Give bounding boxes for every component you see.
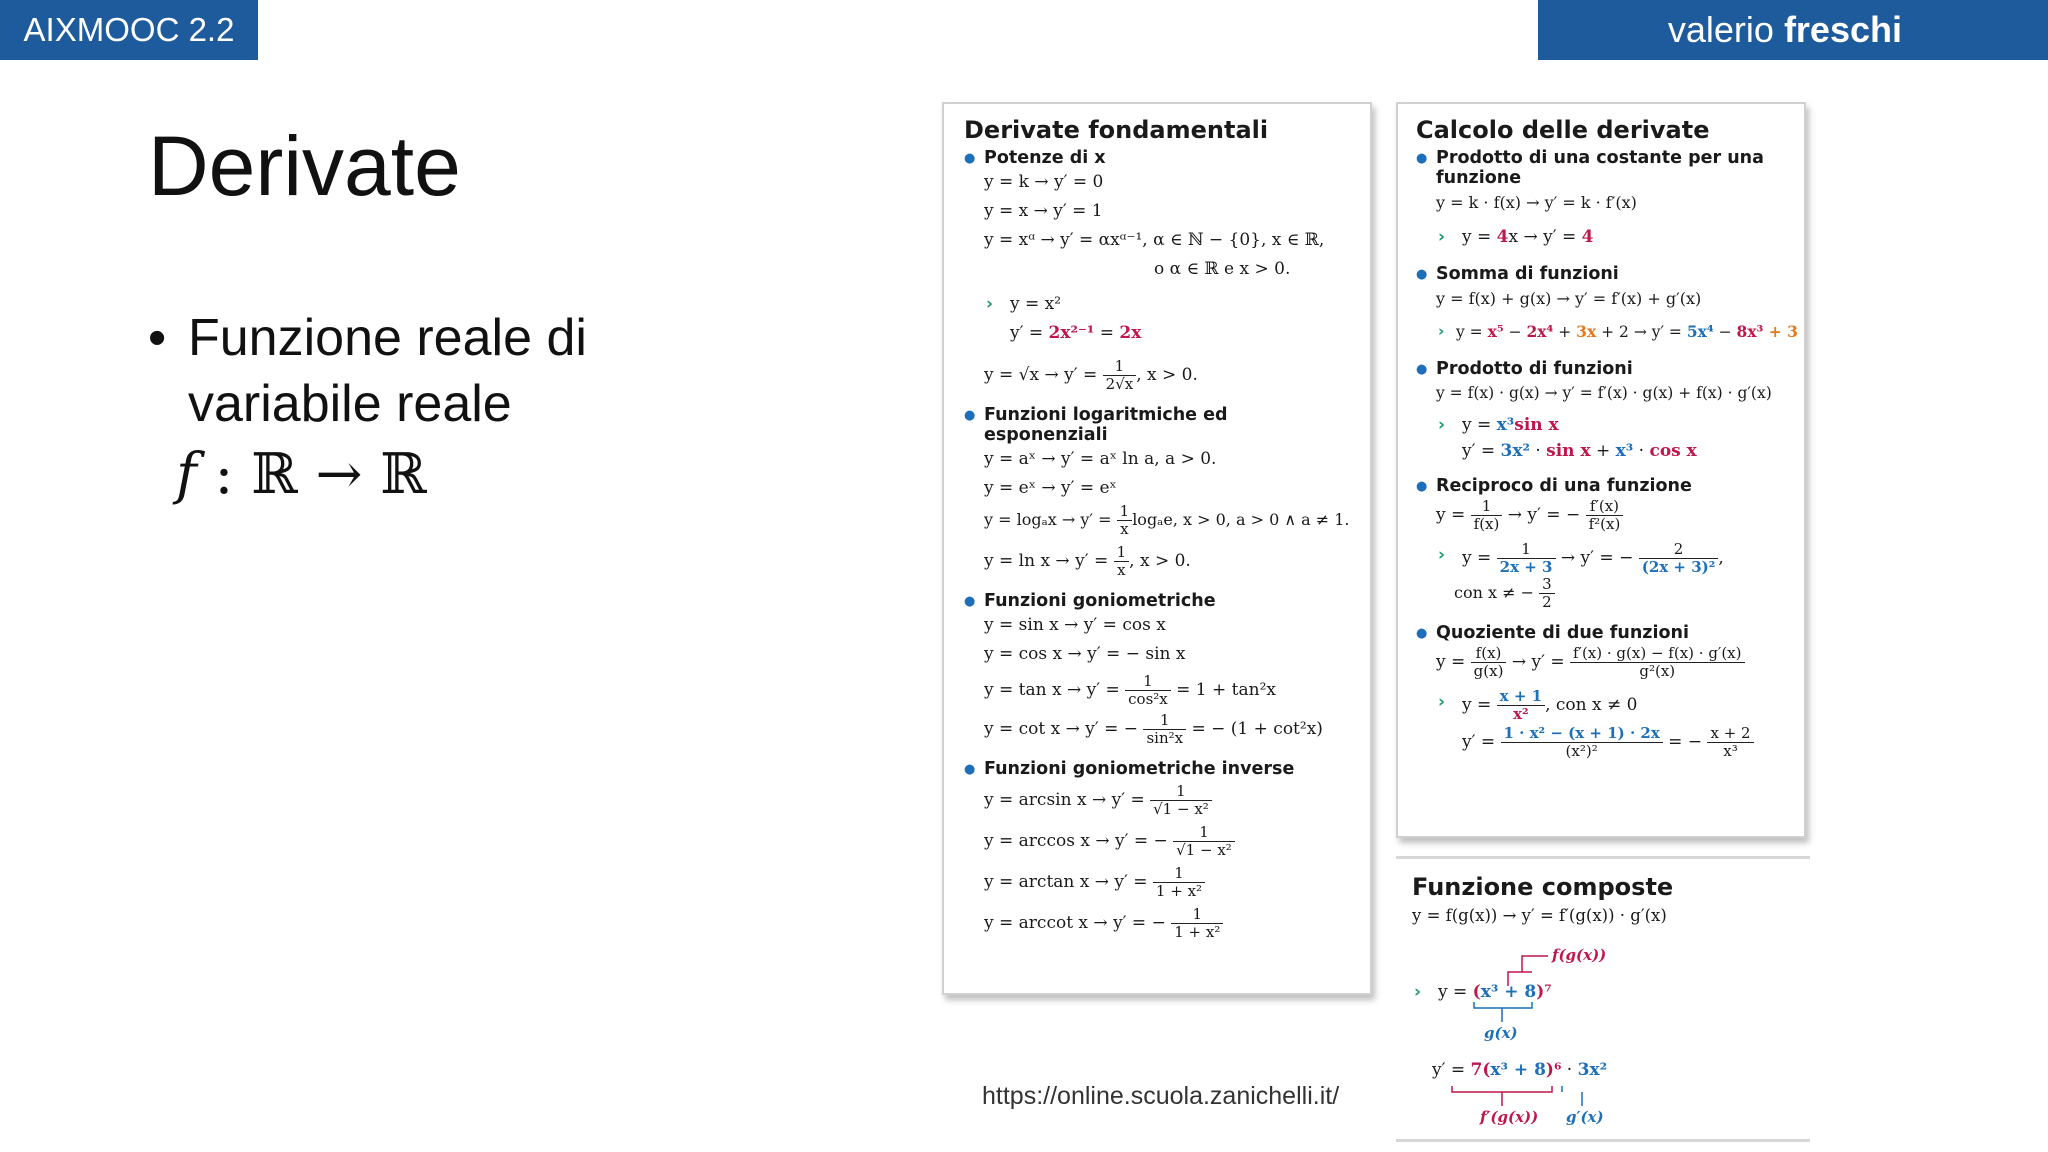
example — [1416, 317, 1798, 347]
denominator: x — [1120, 520, 1129, 538]
example-text: − — [1713, 323, 1737, 341]
fraction — [1117, 503, 1133, 538]
bracket-lines — [1412, 930, 1812, 1130]
fraction — [1497, 688, 1545, 723]
example-arrow-icon: › — [986, 294, 994, 314]
fraction — [1586, 498, 1624, 533]
denominator: 2x + 3 — [1499, 558, 1553, 576]
example-text: x³ — [1496, 415, 1515, 435]
example-text: 2x — [1119, 323, 1142, 343]
course-label-text: AIXMOOC 2.2 — [23, 11, 235, 48]
numerator: f(x) — [1471, 645, 1507, 663]
section-label: ● Prodotto di una costante per una — [1436, 148, 1764, 168]
fraction — [1143, 712, 1186, 747]
formula — [964, 712, 1356, 747]
card-title: Derivate fondamentali — [964, 116, 1269, 144]
example-text: y′ = — [1462, 732, 1501, 752]
example-text: + 3 — [1763, 322, 1798, 341]
example-text: x → y′ = — [1508, 227, 1582, 247]
denominator: 2 — [1542, 593, 1552, 611]
example-text: ( — [1472, 982, 1481, 1002]
composite-example — [1412, 930, 1800, 1130]
formula: y = xᵅ → y′ = αxᵅ⁻¹, α ∈ ℕ − {0}, x ∈ ℝ, — [984, 230, 1325, 250]
numerator: 1 — [1143, 712, 1186, 730]
formula: y = x → y′ = 1 — [984, 201, 1103, 221]
formula-text: y = cot x → y′ = − — [984, 719, 1144, 739]
example — [1416, 541, 1794, 576]
card-title: Calcolo delle derivate — [1416, 116, 1710, 144]
card-derivate-fondamentali — [942, 102, 1372, 995]
numerator: 1 — [1171, 906, 1223, 924]
formula: y = eˣ → y′ = eˣ — [984, 478, 1117, 498]
formula-text: logₐe, x > 0, a > 0 ∧ a ≠ 1. — [1132, 510, 1350, 529]
label-f-prime: f′(g(x)) — [1480, 1108, 1539, 1126]
example-text: , con x ≠ 0 — [1545, 695, 1638, 715]
denominator: f²(x) — [1588, 515, 1621, 533]
source-url: https://online.scuola.zanichelli.it/ — [982, 1082, 1340, 1110]
example-text: ( — [1482, 1060, 1491, 1080]
fraction — [1471, 645, 1507, 680]
formula — [1416, 498, 1794, 533]
formula: y = aˣ → y′ = aˣ ln a, a > 0. — [984, 449, 1217, 469]
numerator: f′(x) · g(x) − f(x) · g′(x) — [1570, 645, 1745, 663]
author-first-name: valerio — [1667, 9, 1774, 50]
denominator: g(x) — [1473, 662, 1504, 680]
fraction — [1471, 498, 1503, 533]
numerator: 3 — [1539, 576, 1555, 594]
example-text: sin x — [1514, 415, 1559, 435]
denominator: √1 − x² — [1153, 800, 1209, 818]
example-text: x⁵ — [1487, 322, 1504, 341]
section-prodotto: ● Prodotto di funzioni — [1416, 359, 1794, 379]
formula: y = cos x → y′ = − sin x — [984, 644, 1186, 664]
formula-text: y = ln x → y′ = — [984, 551, 1114, 571]
fraction — [1639, 541, 1719, 576]
fraction — [1707, 725, 1753, 760]
formula-text: → y′ = − — [1502, 505, 1586, 525]
function-domain: : ℝ → ℝ — [196, 442, 427, 507]
example-text: · — [1529, 441, 1547, 461]
formula — [964, 865, 1356, 900]
formula: y = k · f(x) → y′ = k · f′(x) — [1436, 193, 1637, 212]
numerator: 1 · x² − (x + 1) · 2x — [1501, 725, 1663, 743]
example-text: sin x — [1546, 441, 1591, 461]
example-text: + — [1590, 441, 1616, 461]
denominator: cos²x — [1128, 690, 1168, 708]
formula — [964, 673, 1356, 708]
author-banner — [1538, 0, 2048, 60]
numerator: 1 — [1150, 783, 1212, 801]
example-text: − — [1503, 323, 1527, 341]
example-arrow-icon: › — [1438, 322, 1445, 340]
numerator: x + 1 — [1497, 688, 1545, 706]
card-title: Funzione composte — [1412, 873, 1674, 901]
example-text: y′ = — [1462, 441, 1501, 461]
formula-text: y = — [1436, 652, 1471, 672]
numerator: 1 — [1103, 358, 1137, 376]
section-costante — [1416, 148, 1794, 188]
example-text: 3x² — [1577, 1060, 1608, 1080]
example — [1416, 688, 1794, 723]
example — [1416, 412, 1794, 438]
section-label: funzione — [1436, 168, 1522, 188]
fraction — [1114, 544, 1130, 579]
example-text: )⁶ — [1545, 1060, 1562, 1080]
section-goniometriche: ● Funzioni goniometriche — [964, 591, 1356, 611]
formula: y = f(x) + g(x) → y′ = f′(x) + g′(x) — [1436, 289, 1702, 308]
example-arrow-icon: › — [1438, 692, 1446, 712]
formula: y = k → y′ = 0 — [984, 172, 1104, 192]
example-text: y = — [1456, 323, 1488, 341]
denominator: x³ — [1723, 742, 1738, 760]
function-symbol: f — [176, 442, 197, 507]
example-text: 5x⁴ — [1686, 322, 1714, 341]
example-text: 3x² — [1500, 441, 1530, 461]
formula — [964, 503, 1356, 538]
example-text: y = — [1462, 227, 1497, 247]
example — [1416, 438, 1794, 464]
denominator: f(x) — [1473, 515, 1500, 533]
example — [1392, 978, 1552, 1007]
author-last-name: freschi — [1783, 9, 1902, 50]
example — [964, 290, 1356, 319]
section-potenze: ● Potenze di x — [964, 148, 1356, 168]
fraction — [1570, 645, 1745, 680]
card-funzione-composte — [1396, 856, 1810, 1142]
fraction — [1171, 906, 1223, 941]
formula — [1416, 645, 1794, 680]
formula-text: = − (1 + cot²x) — [1186, 719, 1323, 739]
fraction — [1150, 783, 1212, 818]
bullet-dot: • — [148, 309, 167, 367]
example-text: 2x²⁻¹ — [1048, 323, 1095, 343]
formula-text: y = arcsin x → y′ = — [984, 790, 1151, 810]
example-text: y′ = — [1432, 1060, 1471, 1080]
formula-text: = 1 + tan²x — [1170, 680, 1276, 700]
example-arrow-icon: › — [1438, 415, 1446, 435]
example-text: → y′ = − — [1555, 548, 1639, 568]
fraction — [1539, 576, 1555, 611]
formula: y = f(g(x)) → y′ = f′(g(x)) · g′(x) — [1412, 906, 1667, 925]
example-text: x³ + 8 — [1480, 982, 1537, 1002]
formula: y = sin x → y′ = cos x — [984, 615, 1166, 635]
numerator: 1 — [1497, 541, 1556, 559]
section-quoziente: ● Quoziente di due funzioni — [1416, 623, 1794, 643]
denominator: 1 + x² — [1155, 882, 1203, 900]
card-calcolo-derivate — [1396, 102, 1806, 838]
example — [964, 319, 1356, 348]
example-text: + 2 → y′ = — [1596, 323, 1687, 341]
fraction — [1173, 824, 1235, 859]
numerator: f′(x) — [1586, 498, 1624, 516]
formula: y = f(x) · g(x) → y′ = f′(x) · g(x) + f(x) · g′(x) — [1436, 384, 1772, 402]
numerator: 2 — [1639, 541, 1719, 559]
label-g-x: g(x) — [1484, 1024, 1518, 1042]
denominator: g²(x) — [1639, 662, 1676, 680]
example-text: 8x³ — [1736, 322, 1764, 341]
example-text: + — [1553, 323, 1577, 341]
example-arrow-icon: › — [1438, 545, 1446, 565]
example-text: y = — [1462, 415, 1497, 435]
example-text: 4 — [1581, 227, 1594, 247]
formula-text: , x > 0. — [1136, 365, 1198, 385]
example-arrow-icon: › — [1438, 227, 1446, 247]
denominator: √1 − x² — [1176, 841, 1232, 859]
label-g-prime: g′(x) — [1566, 1108, 1604, 1126]
denominator: sin²x — [1146, 729, 1184, 747]
example-text: x³ + 8 — [1490, 1060, 1546, 1080]
formula-text: y = arctan x → y′ = — [984, 872, 1153, 892]
formula — [964, 783, 1356, 818]
example-text: · — [1561, 1060, 1578, 1080]
fraction — [1125, 673, 1171, 708]
bullet-item — [148, 305, 587, 437]
formula-text: y = arccot x → y′ = − — [984, 913, 1172, 933]
label-f-g-x: f(g(x)) — [1552, 946, 1607, 964]
example-text: x³ — [1615, 441, 1634, 461]
denominator: (2x + 3)² — [1641, 558, 1716, 576]
example-text: y = — [1438, 982, 1473, 1002]
formula — [964, 544, 1356, 579]
numerator: x + 2 — [1707, 725, 1753, 743]
fraction — [1501, 725, 1663, 760]
denominator: 1 + x² — [1174, 923, 1221, 941]
formula-text: y = logₐx → y′ = — [984, 510, 1117, 529]
denominator: x² — [1513, 705, 1529, 723]
slide-title: Derivate — [148, 119, 461, 213]
numerator: 1 — [1471, 498, 1503, 516]
example-text: cos x — [1649, 441, 1697, 461]
fraction — [1497, 541, 1556, 576]
example-text: 4 — [1496, 227, 1509, 247]
example-text: · — [1633, 441, 1650, 461]
denominator: x — [1117, 561, 1126, 579]
formula-text: y = arccos x → y′ = − — [984, 831, 1174, 851]
denominator: 2√x — [1105, 375, 1134, 393]
numerator: 1 — [1173, 824, 1235, 842]
denominator: (x²)² — [1565, 742, 1598, 760]
example — [1412, 1056, 1607, 1085]
formula-text: y = √x → y′ = — [984, 365, 1103, 385]
formula-text: y = — [1436, 505, 1471, 525]
section-logaritmiche: ● Funzioni logaritmiche ed esponenziali — [964, 405, 1356, 445]
section-reciproco: ● Reciproco di una funzione — [1416, 476, 1794, 496]
section-goniometriche-inverse: ● Funzioni goniometriche inverse — [964, 759, 1356, 779]
formula-text: con x ≠ − — [1454, 583, 1540, 602]
example-text: )⁷ — [1536, 982, 1552, 1002]
function-definition — [176, 442, 427, 507]
numerator: 1 — [1125, 673, 1171, 691]
numerator: 1 — [1114, 544, 1130, 562]
formula: o α ∈ ℝ e x > 0. — [1154, 259, 1291, 279]
example-text: , — [1718, 548, 1724, 568]
example-text: 3x — [1576, 322, 1597, 341]
example — [1416, 725, 1794, 760]
example-text: y = — [1462, 548, 1497, 568]
section-somma: ● Somma di funzioni — [1416, 264, 1794, 284]
formula-text: → y′ = — [1506, 652, 1570, 672]
example-text: = − — [1662, 732, 1708, 752]
example-text: y = — [1462, 695, 1497, 715]
example-text: 2x⁴ — [1526, 322, 1554, 341]
formula — [964, 906, 1356, 941]
example-text: = — [1094, 323, 1120, 343]
formula — [1416, 576, 1794, 611]
bullet-line-1: Funzione reale di — [188, 309, 587, 367]
example-text: y′ = — [1010, 323, 1049, 343]
fraction — [1103, 358, 1137, 393]
numerator: 1 — [1153, 865, 1205, 883]
example-arrow-icon: › — [1414, 982, 1422, 1002]
example — [1416, 223, 1794, 252]
formula-text: , x > 0. — [1129, 551, 1191, 571]
formula — [964, 358, 1356, 393]
formula — [964, 824, 1356, 859]
example-text: 7 — [1470, 1060, 1483, 1080]
fraction — [1153, 865, 1205, 900]
example-text: y = x² — [1010, 294, 1062, 314]
numerator: 1 — [1117, 503, 1133, 521]
bullet-line-2: variabile reale — [188, 375, 512, 433]
formula-text: y = tan x → y′ = — [984, 680, 1126, 700]
course-label — [0, 0, 258, 60]
